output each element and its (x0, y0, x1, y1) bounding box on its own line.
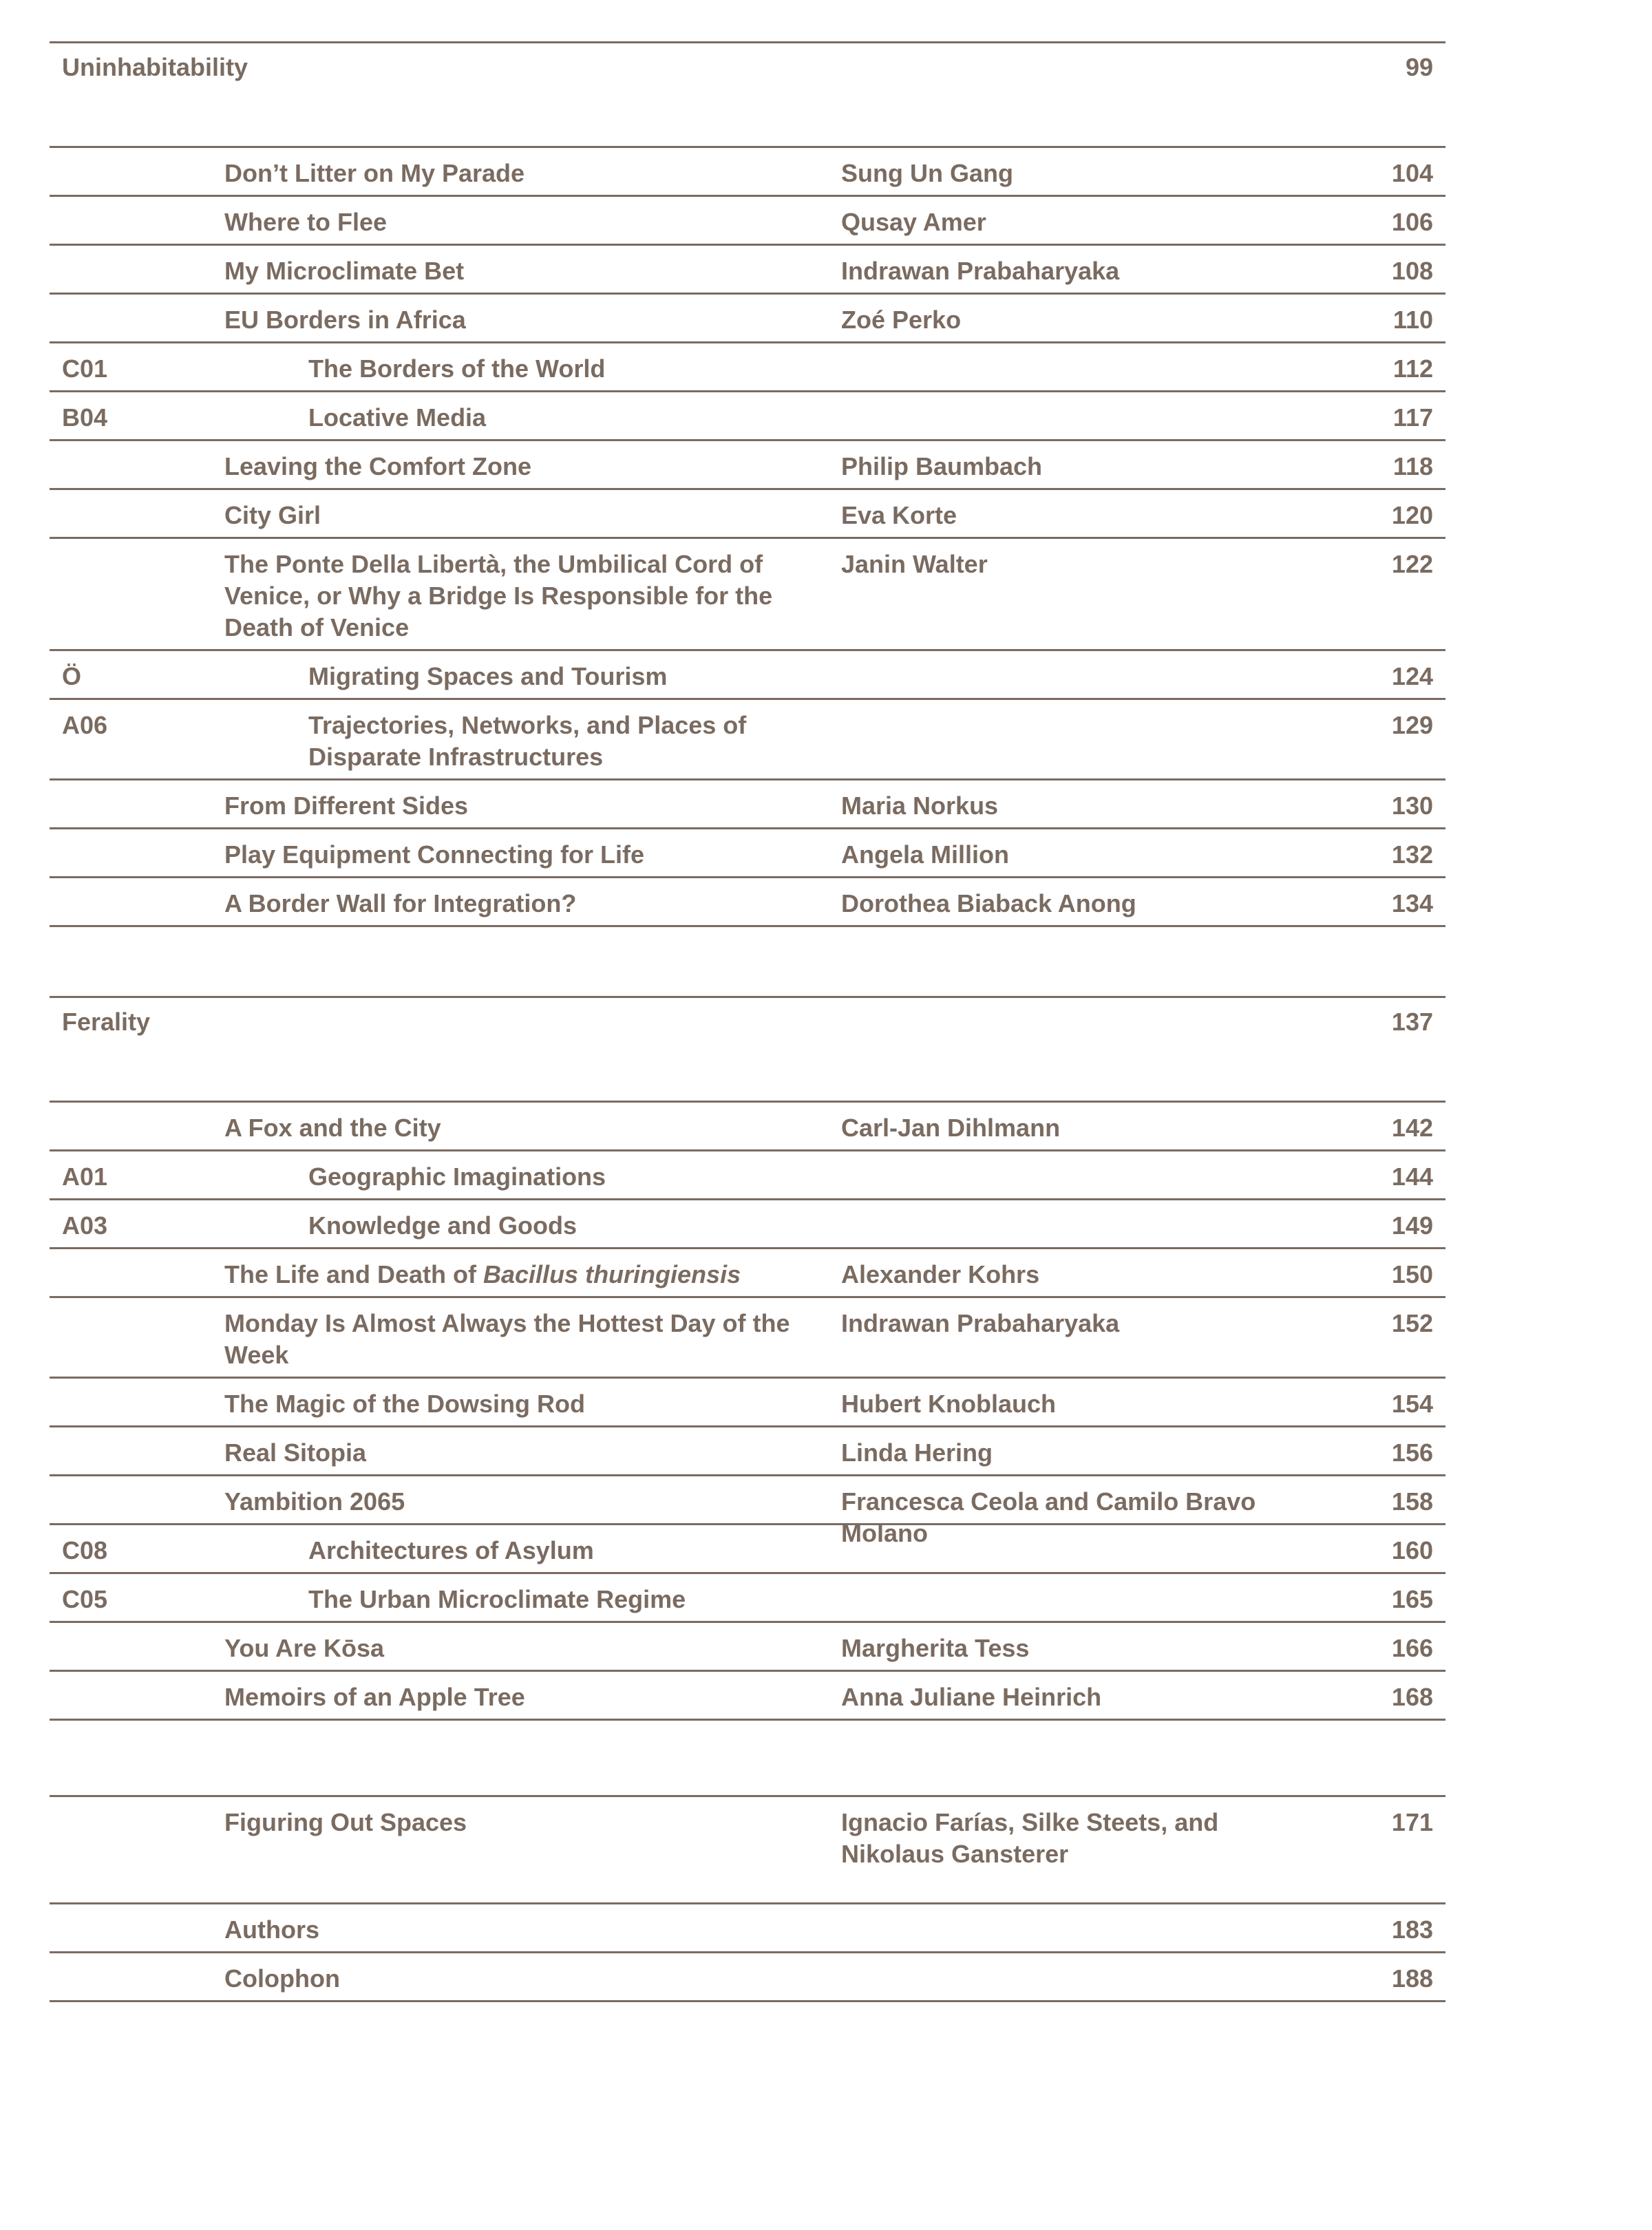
toc-entry (50, 1795, 1446, 1902)
entry-author: Angela Million (841, 840, 1010, 869)
toc-entry (50, 1951, 1446, 2000)
entry-author: Zoé Perko (841, 306, 962, 334)
entry-page-number: 130 (1391, 792, 1433, 820)
entry-title: The Magic of the Dowsing Rod (224, 1390, 585, 1418)
toc-entry (50, 827, 1446, 876)
toc-entry (50, 488, 1446, 537)
entry-author: Francesca Ceola and Camilo Bravo Molano (841, 1487, 1256, 1547)
entry-title: Migrating Spaces and Tourism (308, 662, 668, 690)
entry-title: Yambition 2065 (224, 1487, 405, 1516)
toc-entry (50, 698, 1446, 778)
section-header (50, 996, 1446, 1101)
entry-page-number: 144 (1391, 1162, 1433, 1191)
entry-author: Dorothea Biaback Anong (841, 889, 1136, 917)
entry-title: Authors (224, 1915, 319, 1944)
entry-page-number: 142 (1391, 1114, 1433, 1142)
toc-entry (50, 1621, 1446, 1670)
toc-entry (50, 146, 1446, 195)
entry-page-number: 156 (1391, 1438, 1433, 1467)
toc-entry (50, 1101, 1446, 1149)
entry-page-number: 160 (1391, 1536, 1433, 1564)
entry-title: The Borders of the World (308, 354, 606, 383)
entry-page-number: 152 (1391, 1309, 1433, 1337)
entry-author: Philip Baumbach (841, 452, 1043, 480)
entry-code: C05 (62, 1585, 108, 1613)
entry-title: EU Borders in Africa (224, 306, 466, 334)
entry-page-number: 134 (1391, 889, 1433, 917)
entry-page-number: 149 (1391, 1211, 1433, 1240)
entry-page-number: 106 (1391, 208, 1433, 236)
toc-entry (50, 1247, 1446, 1296)
toc-entry (50, 244, 1446, 293)
entry-author: Indrawan Prabaharyaka (841, 257, 1120, 285)
entry-title: Play Equipment Connecting for Life (224, 840, 645, 869)
spacer (50, 1721, 1446, 1795)
entry-page-number: 108 (1391, 257, 1433, 285)
entry-title: Architectures of Asylum (308, 1536, 594, 1564)
entry-page-number: 166 (1391, 1634, 1433, 1662)
entry-page-number: 112 (1392, 354, 1433, 383)
toc-entry (50, 537, 1446, 649)
entry-author: Indrawan Prabaharyaka (841, 1309, 1120, 1337)
divider (50, 927, 1446, 996)
entry-title: Leaving the Comfort Zone (224, 452, 532, 480)
entry-page-number: 158 (1391, 1487, 1433, 1516)
toc-entry (50, 1425, 1446, 1474)
entry-title: From Different Sides (224, 792, 469, 820)
entry-title: The Ponte Della Libertà, the Umbilical Cord of Venice, or Why a Bridge Is Responsible for the Death of Venice (224, 550, 773, 641)
toc-entry (50, 1296, 1446, 1377)
entry-author: Sung Un Gang (841, 159, 1013, 187)
toc-entry (50, 1377, 1446, 1425)
entry-title: Colophon (224, 1964, 340, 1993)
toc-entry (50, 341, 1446, 390)
entry-author: Alexander Kohrs (841, 1260, 1040, 1288)
entry-page-number: 120 (1391, 501, 1433, 529)
entry-title: Where to Flee (224, 208, 388, 236)
entry-title: Real Sitopia (224, 1438, 367, 1467)
entry-title: You Are Kōsa (224, 1634, 385, 1662)
entry-title: A Border Wall for Integration? (224, 889, 577, 917)
toc-entry (50, 876, 1446, 925)
entry-page-number: 118 (1392, 452, 1433, 480)
entry-title: Memoirs of an Apple Tree (224, 1683, 525, 1711)
entry-title: Knowledge and Goods (308, 1211, 578, 1240)
toc-entry (50, 195, 1446, 244)
entry-title (224, 1259, 803, 1291)
toc-entry (50, 1474, 1446, 1547)
entry-page-number: 129 (1391, 711, 1433, 739)
entry-author: Janin Walter (841, 550, 988, 578)
entry-page-number: 171 (1391, 1808, 1433, 1836)
section-page-number: 99 (1405, 53, 1433, 81)
toc-entry (50, 293, 1446, 341)
entry-author: Qusay Amer (841, 208, 986, 236)
entry-author: Ignacio Farías, Silke Steets, and Nikolaus Gansterer (841, 1808, 1219, 1868)
entry-author: Margherita Tess (841, 1634, 1030, 1662)
entry-author: Carl-Jan Dihlmann (841, 1114, 1061, 1142)
entry-title: Monday Is Almost Always the Hottest Day of the Week (224, 1309, 790, 1369)
entry-author: Hubert Knoblauch (841, 1390, 1056, 1418)
entry-title: Don’t Litter on My Parade (224, 159, 525, 187)
entry-page-number: 104 (1391, 159, 1433, 187)
entry-title: A Fox and the City (224, 1114, 441, 1142)
entry-page-number: 183 (1391, 1915, 1433, 1944)
divider (50, 2000, 1446, 2002)
toc-entry (50, 1149, 1446, 1198)
entry-page-number: 110 (1392, 306, 1433, 334)
toc-entry (50, 649, 1446, 698)
toc-entry (50, 390, 1446, 439)
section-entries (50, 146, 1446, 927)
entry-code: C08 (62, 1536, 108, 1564)
entry-page-number: 124 (1391, 662, 1433, 690)
entry-code: A03 (62, 1211, 108, 1240)
entry-title: City Girl (224, 501, 321, 529)
entry-page-number: 168 (1391, 1683, 1433, 1711)
entry-code: B04 (62, 403, 108, 432)
section-header (50, 41, 1446, 146)
entry-page-number: 188 (1391, 1964, 1433, 1993)
entry-page-number: 154 (1391, 1390, 1433, 1418)
toc-entry (50, 778, 1446, 827)
entry-page-number: 122 (1391, 550, 1433, 578)
toc-entry (50, 439, 1446, 488)
entry-page-number: 150 (1391, 1260, 1433, 1288)
entry-author: Anna Juliane Heinrich (841, 1683, 1102, 1711)
section-title: Ferality (62, 1008, 151, 1036)
toc-entry (50, 1198, 1446, 1247)
toc-entry (50, 1572, 1446, 1621)
toc-entry (50, 1902, 1446, 1951)
entry-title: Geographic Imaginations (308, 1162, 606, 1191)
table-of-contents (50, 41, 1446, 2002)
entry-page-number: 165 (1391, 1585, 1433, 1613)
section-page-number: 137 (1391, 1008, 1433, 1036)
section-entries (50, 1101, 1446, 1721)
entry-code: A01 (62, 1162, 108, 1191)
toc-entry (50, 1670, 1446, 1719)
entry-author: Linda Hering (841, 1438, 993, 1467)
entry-title: My Microclimate Bet (224, 257, 465, 285)
entry-page-number: 132 (1391, 840, 1433, 869)
toc-entry (50, 1523, 1446, 1572)
entry-code: A06 (62, 711, 108, 739)
entry-title: Figuring Out Spaces (224, 1808, 467, 1836)
entry-author: Eva Korte (841, 501, 957, 529)
entry-code: Ö (62, 662, 82, 690)
entry-title-italic: Bacillus thuringiensis (483, 1260, 741, 1288)
entry-title-text: The Life and Death of (224, 1260, 484, 1288)
section-title: Uninhabitability (62, 53, 248, 81)
entry-page-number: 117 (1392, 403, 1433, 432)
entry-code: C01 (62, 354, 108, 383)
entry-title: Trajectories, Networks, and Places of Disparate Infrastructures (308, 711, 747, 771)
entry-author: Maria Norkus (841, 792, 999, 820)
entry-title: The Urban Microclimate Regime (308, 1585, 686, 1613)
entry-title: Locative Media (308, 403, 487, 432)
